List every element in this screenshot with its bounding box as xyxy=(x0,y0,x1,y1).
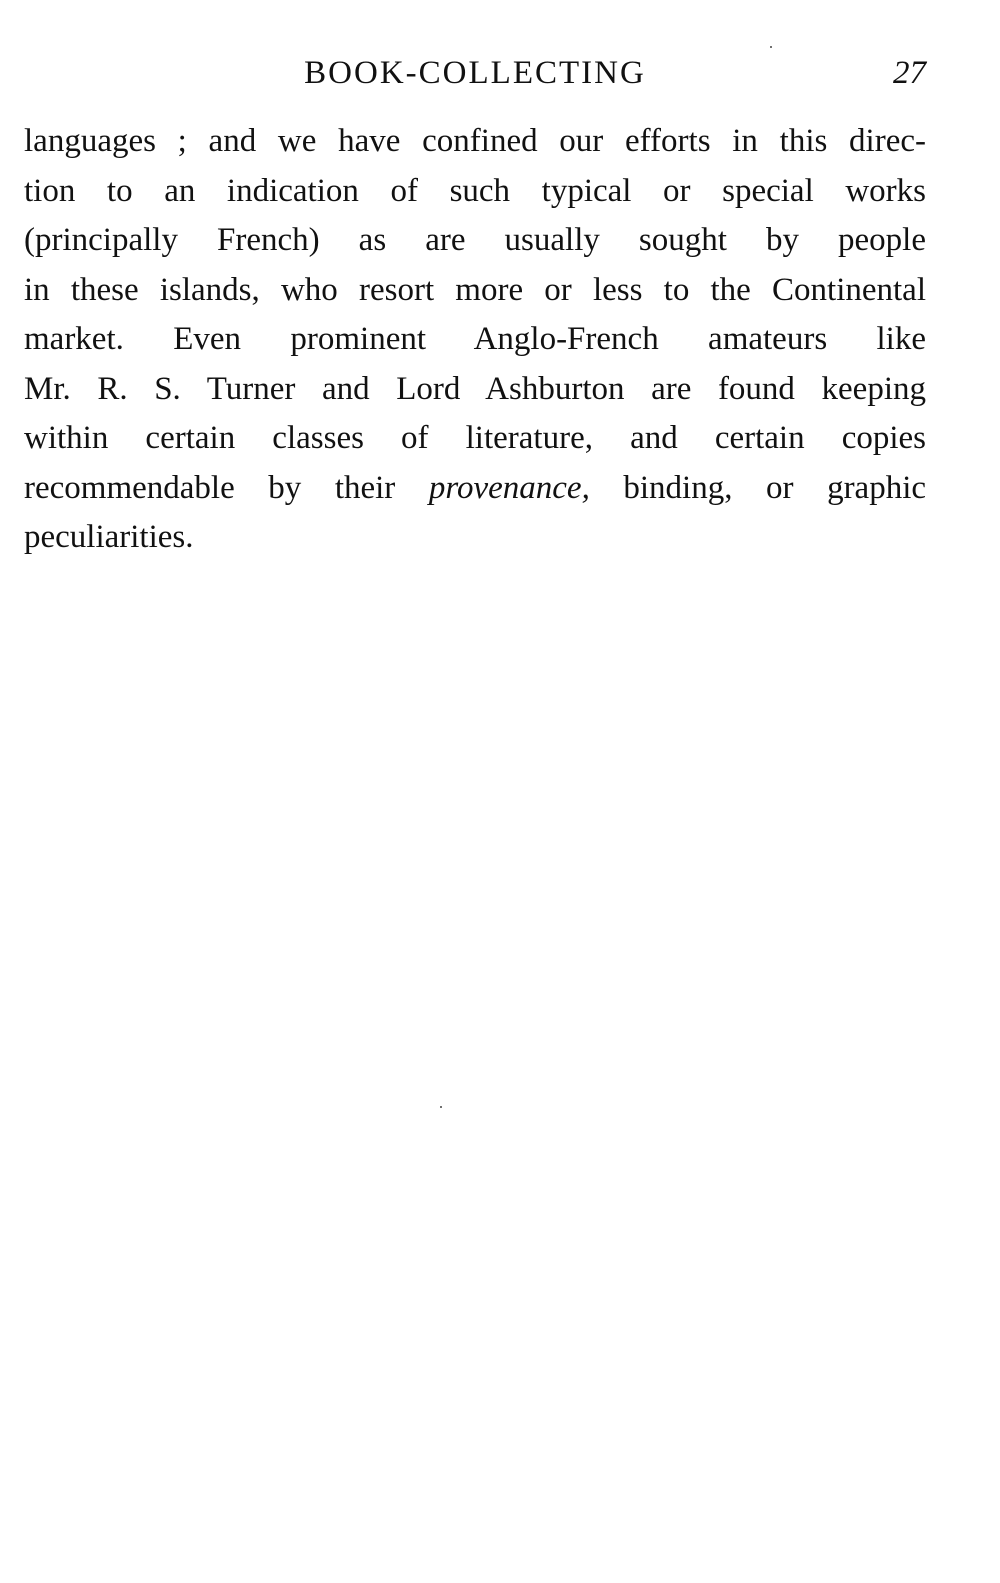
text-line: market. Even prominent Anglo-French amateurs like xyxy=(24,321,926,357)
print-speck xyxy=(770,46,772,48)
running-head xyxy=(24,48,926,98)
page-number: 27 xyxy=(893,55,926,91)
body-paragraph xyxy=(24,117,926,563)
print-speck xyxy=(440,1106,442,1108)
text-line: in these islands, who resort more or less to the Continental xyxy=(24,271,926,308)
text-line: Mr. R. S. Turner and Lord Ashburton are found keeping xyxy=(24,370,926,407)
text-segment: recommendable by their xyxy=(24,469,396,506)
text-line: tion to an indication of such typical or special works xyxy=(24,172,926,209)
running-title: BOOK-COLLECTING xyxy=(304,55,646,91)
text-line: (principally French) as are usually sought by people xyxy=(24,222,926,258)
text-line: within certain classes of literature, and certain copies xyxy=(24,420,926,456)
text-line xyxy=(24,464,926,514)
text-line: peculiarities. xyxy=(24,519,194,555)
text-line: languages ; and we have confined our efforts in this direc- xyxy=(24,123,926,159)
text-segment: binding, or graphic xyxy=(589,469,927,506)
italic-term: provenance, xyxy=(428,469,590,506)
